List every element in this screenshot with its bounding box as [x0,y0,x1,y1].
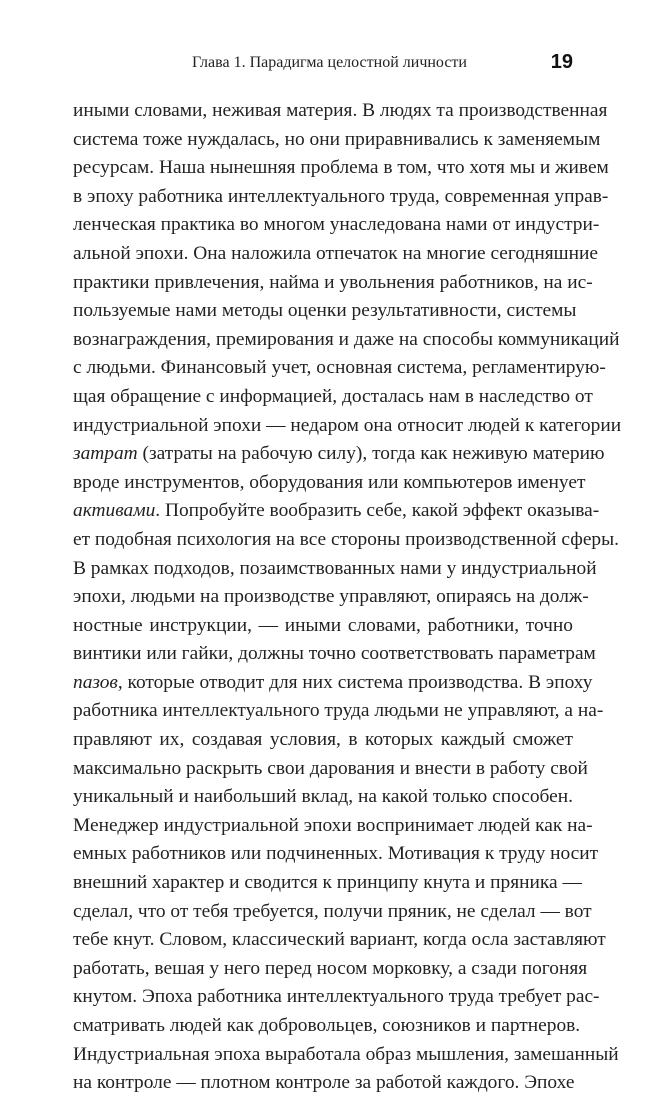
italic-term: затрат [73,443,138,465]
text-line [73,555,597,584]
text-line [73,126,601,155]
text-line [73,497,600,526]
text-segment: уникальный и наибольший вклад, на какой только способен. [73,786,573,808]
text-segment: на контроле — плотном контроле за работой каждого. Эпохе [73,1072,575,1094]
text-line [73,726,573,755]
text-segment: индустриальной эпохи — недаром она относит людей к категории [73,414,622,436]
text-segment: . Попробуйте вообразить себе, какой эффект оказыва- [155,500,600,522]
text-line [73,840,599,869]
text-line [73,97,608,126]
text-line [73,983,600,1012]
page-header [0,52,672,76]
text-segment: ленческая практика во многом унаследована нами от индустри- [73,214,600,236]
text-line [73,1012,581,1041]
text-segment: ресурсам. Наша нынешняя проблема в том, что хотя мы и живем [73,157,609,179]
text-segment: винтики или гайки, должны точно соответствовать параметрам [73,643,596,665]
text-line [73,1069,573,1098]
text-line [73,269,593,298]
text-segment: кнутом. Эпоха работника интеллектуального труда требует рас- [73,986,600,1008]
text-line [73,354,606,383]
text-segment: емных работников или подчиненных. Мотивация к труду носит [73,843,599,865]
text-segment: альной эпохи. Она наложила отпечаток на многие сегодняшние [73,242,598,264]
text-line [73,297,577,326]
page-number: 19 [550,51,573,73]
text-line [73,240,598,269]
text-line [73,612,573,641]
text-segment: , которые отводит для них система производства. В эпоху [117,671,593,693]
text-line [73,1041,619,1070]
text-segment: работать, вешая у него перед носом морковку, а сзади погоняя [73,957,588,979]
text-line [73,898,592,927]
text-line [73,697,604,726]
text-segment: работника интеллектуального труда людьми не управляют, а на- [73,700,604,722]
text-line [73,869,582,898]
text-segment: Менеджер индустриальной эпохи воспринимает людей как на- [73,814,593,836]
text-line [73,926,606,955]
italic-term: активами [73,500,156,522]
text-segment: иными словами, неживая материя. В людях та производственная [73,100,608,121]
text-segment: вроде инструментов, оборудования или компьютеров именует [73,471,586,493]
text-line [73,383,593,412]
text-segment: тебе кнут. Словом, классический вариант, когда осла заставляют [73,929,606,951]
text-segment: сматривать людей как добровольцев, союзников и партнеров. [73,1015,581,1036]
text-segment: внешний характер и сводится к принципу кнута и пряника — [73,872,582,894]
text-segment: ностные инструкции, — иными словами, работники, точно [73,614,573,636]
body-text [73,97,622,1098]
text-line [73,755,588,784]
text-segment: Индустриальная эпоха выработала образ мышления, замешанный [73,1043,619,1065]
text-line [73,955,588,984]
text-line [73,640,596,669]
text-line [73,326,620,355]
text-segment: эпохи, людьми на производстве управляют, опираясь на долж- [73,586,589,608]
text-line [73,526,619,555]
text-line [73,183,609,212]
text-segment: вознаграждения, премирования и даже на способы коммуникаций [73,328,620,350]
running-head: Глава 1. Парадигма целостной личности [192,54,467,71]
text-line [73,211,600,240]
text-line [73,440,605,469]
text-segment: В рамках подходов, позаимствованных нами у индустриальной [73,557,597,579]
text-line [73,783,573,812]
text-line [73,469,586,498]
text-segment: система тоже нуждалась, но они приравнивались к заменяемым [73,128,601,150]
text-line [73,583,589,612]
text-line [73,812,593,841]
text-segment: с людьми. Финансовый учет, основная система, регламентирую- [73,357,606,379]
text-segment: ет подобная психология на все стороны производственной сферы. [73,528,619,550]
text-segment: в эпоху работника интеллектуального труда, современная управ- [73,185,609,207]
text-segment: правляют их, создавая условия, в которых каждый сможет [73,729,573,751]
text-line [73,669,593,698]
text-segment: пользуемые нами методы оценки результативности, системы [73,300,577,322]
text-line [73,154,609,183]
text-segment: практики привлечения, найма и увольнения работников, на ис- [73,271,593,293]
text-segment: сделал, что от тебя требуется, получи пряник, не сделал — вот [73,900,592,922]
text-segment: (затраты на рабочую силу), тогда как неживую материю [137,443,605,465]
italic-term: пазов [73,671,118,693]
text-segment: щая обращение с информацией, досталась нам в наследство от [73,385,593,407]
text-segment: максимально раскрыть свои дарования и внести в работу свой [73,757,588,779]
text-line [73,412,622,441]
